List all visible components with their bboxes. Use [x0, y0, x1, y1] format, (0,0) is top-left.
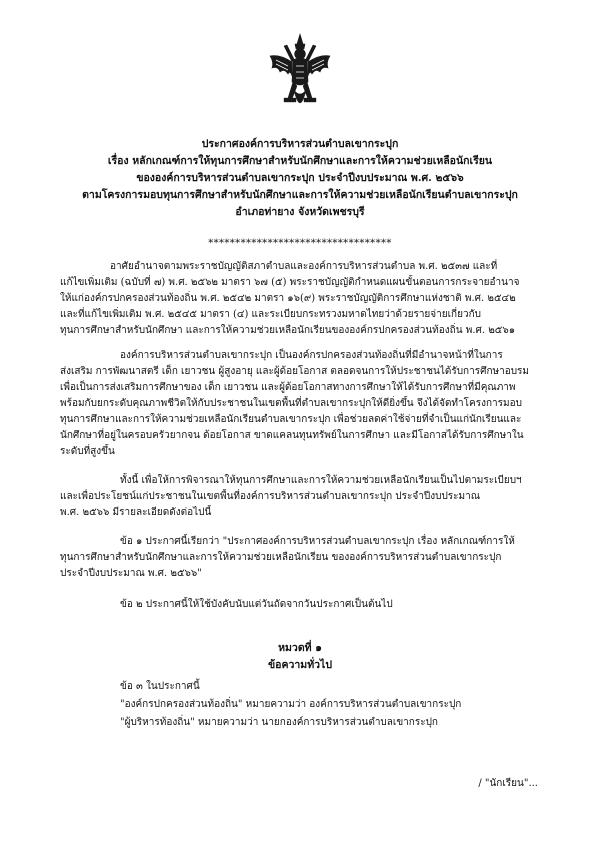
header-subject: เรื่อง หลักเกณฑ์การให้ทุนการศึกษาสำหรับนักศึกษาและการให้ความช่วยเหลือนักเรียน [107, 155, 493, 167]
paragraph-line: ระดับที่สูงขึ้น [60, 446, 115, 457]
paragraph-line: นักศึกษาที่อยู่ในครอบครัวยากจน ด้อยโอกาส ขาดแคลนทุนทรัพย์ในการศึกษา และมีโอกาสได้รับการศึกษาใน [60, 430, 524, 441]
star-divider: ********************************** [208, 238, 392, 249]
header-location: อำเภอท่ายาง จังหวัดเพชรบุรี [235, 206, 365, 218]
header-title: ประกาศองค์การบริหารส่วนตำบลเขากระปุก [201, 138, 399, 150]
paragraph-line: และที่แก้ไขเพิ่มเติม พ.ศ. ๒๕๔๕ มาตรา (๔) และระเบียบกระทรวงมหาดไทยว่าด้วยรายจ่ายเกี่ยวกับ [60, 309, 481, 320]
paragraph-consideration [60, 473, 540, 521]
header-org-year: ขององค์การบริหารส่วนตำบลเขากระปุก ประจำปีงบประมาณ พ.ศ. ๒๕๖๖ [136, 172, 464, 184]
paragraph-line: พ.ศ. ๒๕๖๖ มีรายละเอียดดังต่อไปนี้ [60, 507, 212, 518]
paragraph-line: เพื่อเป็นการส่งเสริมการศึกษาของ เด็ก เยาวชน และผู้ด้อยโอกาสทางการศึกษาให้ได้รับการศึกษาที่มีคุณภาพ [60, 382, 516, 393]
paragraph-line: ทุนการศึกษาสำหรับนักศึกษา และการให้ความช่วยเหลือนักเรียนขององค์กรปกครองส่วนท้องถิ่น พ.ศ. ๒๕๖๑ [60, 325, 516, 336]
paragraph-line: ข้อ ๒ ประกาศนี้ให้ใช้บังคับนับแต่วันถัดจากวันประกาศเป็นต้นไป [120, 599, 393, 610]
paragraph-line: แก้ไขเพิ่มเติม (ฉบับที่ ๗) พ.ศ. ๒๕๖๒ มาตรา ๖๗ (๕) พระราชบัญญัติกำหนดแผนขั้นตอนการกระจายอำนาจ [60, 277, 520, 288]
continuation-marker: / "นักเรียน"... [478, 778, 538, 789]
chapter-title: หมวดที่ ๑ [278, 642, 322, 654]
paragraph-authority [60, 259, 540, 339]
clause-3-intro: ข้อ ๓ ในประกาศนี้ [120, 681, 200, 692]
announcement-header [80, 136, 520, 221]
paragraph-line: ทั้งนี้ เพื่อให้การพิจารณาให้ทุนการศึกษาและการให้ความช่วยเหลือนักเรียนเป็นไปตามระเบียบฯ [120, 475, 522, 486]
paragraph-line: อาศัยอำนาจตามพระราชบัญญัติสภาตำบลและองค์การบริหารส่วนตำบล พ.ศ. ๒๕๓๗ และที่ [110, 261, 498, 272]
clause-1 [60, 534, 540, 582]
paragraph-line: ทุนการศึกษาสำหรับนักศึกษาและการให้ความช่วยเหลือนักเรียน ขององค์การบริหารส่วนตำบลเขากระปุก [60, 552, 502, 563]
definition-local-executive: "ผู้บริหารท้องถิ่น" หมายความว่า นายกองค์การบริหารส่วนตำบลเขากระปุก [120, 717, 438, 728]
header-project: ตามโครงการมอบทุนการศึกษาสำหรับนักศึกษาและการให้ความช่วยเหลือนักเรียนตำบลเขากระปุก [82, 189, 518, 201]
paragraph-line: องค์การบริหารส่วนตำบลเขากระปุก เป็นองค์กรปกครองส่วนท้องถิ่นที่มีอำนาจหน้าที่ในการ [120, 350, 503, 361]
chapter-subtitle: ข้อความทั่วไป [268, 659, 332, 671]
garuda-emblem [266, 32, 334, 118]
paragraph-line: พร้อมกับยกระดับคุณภาพชีวิตให้กับประชาชนในเขตพื้นที่ตำบลเขากระปุกให้ดียิ่งขึ้น จึงได้จัดทำโครงการมอบ [60, 398, 522, 409]
paragraph-purpose [60, 348, 540, 460]
paragraph-line: ทุนการศึกษาและการให้ความช่วยเหลือนักเรียนตำบลเขากระปุก เพื่อช่วยลดค่าใช้จ่ายที่จำเป็นแก่นักเรียนและ [60, 414, 522, 425]
clause-2 [60, 597, 540, 613]
paragraph-line: ข้อ ๑ ประกาศนี้เรียกว่า "ประกาศองค์การบริหารส่วนตำบลเขากระปุก เรื่อง หลักเกณฑ์การให้ [120, 536, 515, 547]
paragraph-line: ประจำปีงบประมาณ พ.ศ. ๒๕๖๖" [60, 568, 202, 579]
paragraph-line: และเพื่อประโยชน์แก่ประชาชนในเขตพื้นที่องค์การบริหารส่วนตำบลเขากระปุก ประจำปีงบประมาณ [60, 491, 481, 502]
paragraph-line: ให้แก่องค์กรปกครองส่วนท้องถิ่น พ.ศ. ๒๕๔๒ มาตรา ๑๖(๙) พระราชบัญญัติการศึกษาแห่งชาติ พ.ศ. ๒๕๔๒ [60, 293, 516, 304]
paragraph-line: ส่งเสริม การพัฒนาสตรี เด็ก เยาวชน ผู้สูงอายุ และผู้ด้อยโอกาส ตลอดจนการให้ประชาชนได้รับการศึกษาอบรม [60, 366, 530, 377]
definition-local-authority: "องค์กรปกครองส่วนท้องถิ่น" หมายความว่า องค์การบริหารส่วนตำบลเขากระปุก [120, 699, 462, 710]
